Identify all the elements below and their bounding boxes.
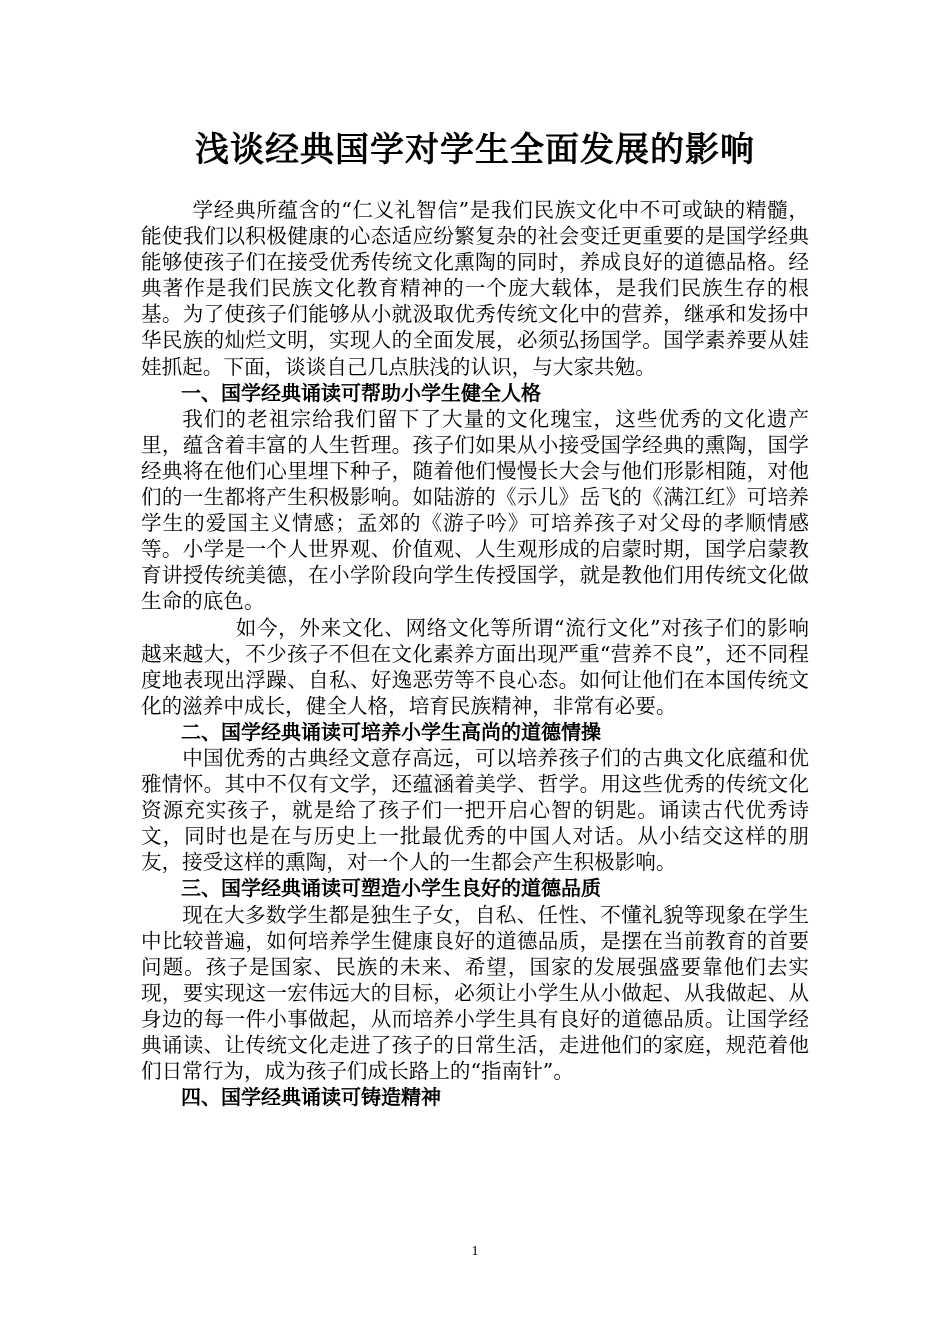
intro-paragraph: 学经典所蕴含的“仁义礼智信”是我们民族文化中不可或缺的精髓，能使我们以积极健康的心态适应纷繁复杂的社会变迁更重要的是国学经典能够使孩子们在接受优秀传统文化熏陶的同时，养成良好的道德品格。经典著作是我们民族文化教育精神的一个庞大载体，是我们民族生存的根基。为了使孩子们能够从小就汲取优秀传统文化中的营养，继承和发扬中华民族的灿烂文明，实现人的全面发展，必须弘扬国学。国学素养要从娃娃抓起。下面，谈谈自己几点肤浅的认识，与大家共勉。 [141,198,809,379]
document-body [141,197,809,1110]
document-title: 浅谈经典国学对学生全面发展的影响 [195,130,755,170]
section-heading-3: 三、国学经典诵读可塑造小学生良好的道德品质 [181,876,601,901]
section-heading-2: 二、国学经典诵读可培养小学生高尚的道德情操 [181,719,601,744]
paragraph-4: 现在大多数学生都是独生子女，自私、任性、不懂礼貌等现象在学生中比较普遍，如何培养学生健康良好的道德品质，是摆在当前教育的首要问题。孩子是国家、民族的未来、希望，国家的发展强盛要靠他们去实现，要实现这一宏伟远大的目标，必须让小学生从小做起、从我做起、从身边的每一件小事做起，从而培养小学生具有良好的道德品质。让国学经典诵读、让传统文化走进了孩子的日常生活，走进他们的家庭，规范着他们日常行为，成为孩子们成长路上的“指南针”。 [141,902,809,1084]
paragraph-3: 中国优秀的古典经文意存高远，可以培养孩子们的古典文化底蕴和优雅情怀。其中不仅有文学，还蕴涵着美学、哲学。用这些优秀的传统文化资源充实孩子，就是给了孩子们一把开启心智的钥匙。诵读古代优秀诗文，同时也是在与历史上一批最优秀的中国人对话。从小结交这样的朋友，接受这样的熏陶，对一个人的一生都会产生积极影响。 [141,745,809,875]
paragraph-2: 如今，外来文化、网络文化等所谓“流行文化”对孩子们的影响越来越大，不少孩子不但在文化素养方面出现严重“营养不良”，还不同程度地表现出浮躁、自私、好逸恶劳等不良心态。如何让他们在本国传统文化的滋养中成长，健全人格，培育民族精神，非常有必要。 [141,615,809,718]
page-number: 1 [471,1244,479,1259]
section-heading-1: 一、国学经典诵读可帮助小学生健全人格 [181,380,541,405]
section-heading-4: 四、国学经典诵读可铸造精神 [181,1085,441,1110]
paragraph-1: 我们的老祖宗给我们留下了大量的文化瑰宝，这些优秀的文化遗产里，蕴含着丰富的人生哲理。孩子们如果从小接受国学经典的熏陶，国学经典将在他们心里埋下种子，随着他们慢慢长大会与他们形影相随，对他们的一生都将产生积极影响。如陆游的《示儿》岳飞的《满江红》可培养学生的爱国主义情感；孟郊的《游子吟》可培养孩子对父母的孝顺情感等。小学是一个人世界观、价值观、人生观形成的启蒙时期，国学启蒙教育讲授传统美德，在小学阶段向学生传授国学，就是教他们用传统文化做生命的底色。 [141,406,809,614]
